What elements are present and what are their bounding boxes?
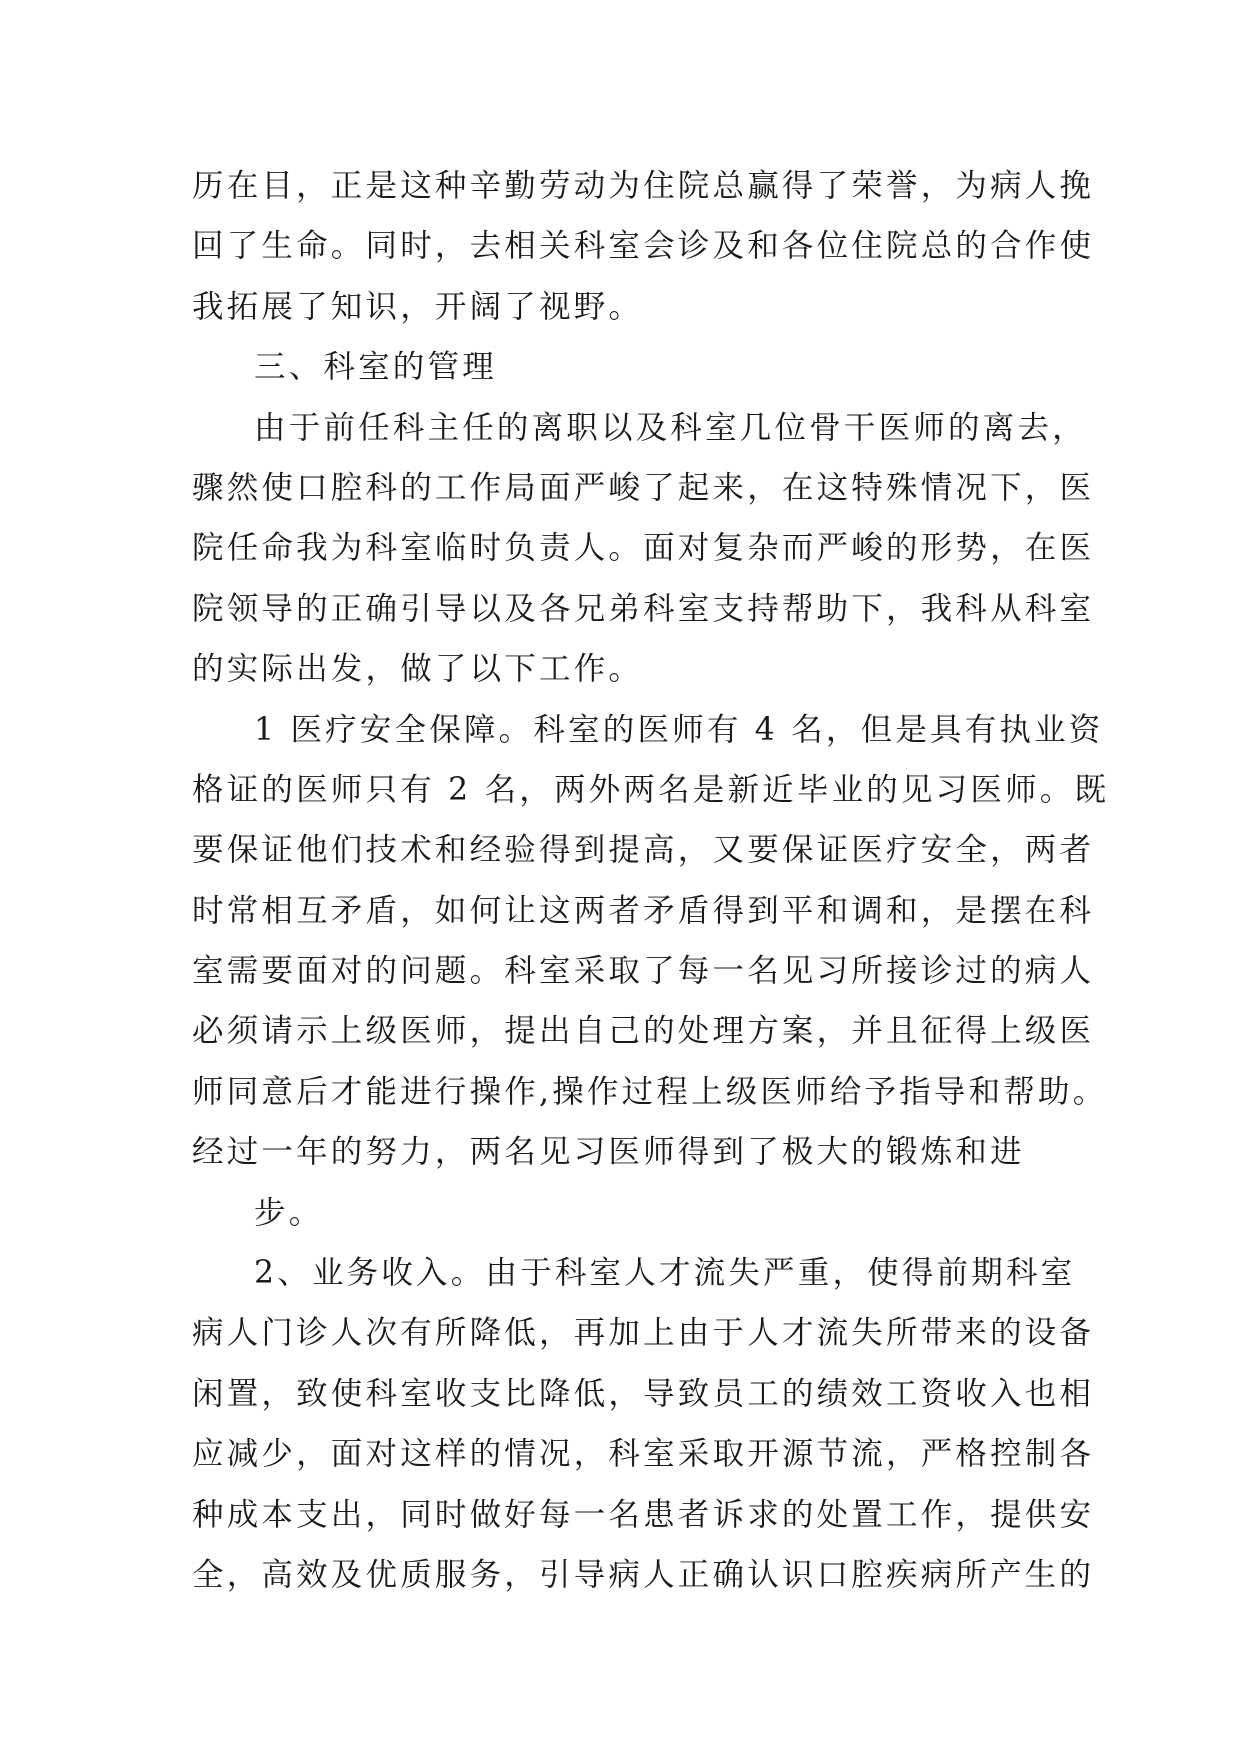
text-line: 由于前任科主任的离职以及科室几位骨干医师的离去， [254, 409, 1087, 446]
text-line: 时常相互矛盾，如何让这两者矛盾得到平和调和，是摆在科 [192, 892, 1095, 929]
text-line: 院任命我为科室临时负责人。面对复杂而严峻的形势，在医 [192, 530, 1095, 567]
text-line: 种成本支出，同时做好每一名患者诉求的处置工作，提供安 [192, 1496, 1095, 1533]
text-line: 病人门诊人次有所降低，再加上由于人才流失所带来的设备 [192, 1315, 1095, 1352]
text-line: 回了生命。同时，去相关科室会诊及和各位住院总的合作使 [192, 228, 1095, 265]
text-line: 院领导的正确引导以及各兄弟科室支持帮助下，我科从科室 [192, 590, 1095, 627]
text-line: 的实际出发，做了以下工作。 [192, 651, 644, 688]
text-line: 历在目，正是这种辛勤劳动为住院总赢得了荣誉，为病人挽 [192, 168, 1095, 204]
text-line: 经过一年的努力，两名见习医师得到了极大的锻炼和进 [192, 1134, 1025, 1171]
text-line: 格证的医师只有 2 名，两外两名是新近毕业的见习医师。既 [192, 771, 1110, 808]
text-line: 步。 [254, 1194, 324, 1231]
text-line: 应减少，面对这样的情况，科室采取开源节流，严格控制各 [192, 1436, 1095, 1473]
document-body [192, 156, 1110, 1605]
text-line: 全，高效及优质服务，引导病人正确认识口腔疾病所产生的 [192, 1556, 1095, 1593]
text-line: 2、业务收入。由于科室人才流失严重，使得前期科室 [254, 1255, 1076, 1292]
text-line: 室需要面对的问题。科室采取了每一名见习所接诊过的病人 [192, 953, 1095, 990]
text-line: 师同意后才能进行操作,操作过程上级医师给予指导和帮助。 [192, 1073, 1108, 1110]
text-line: 1 医疗安全保障。科室的医师有 4 名，但是具有执业资 [254, 711, 1104, 748]
text-line: 骤然使口腔科的工作局面严峻了起来，在这特殊情况下，医 [192, 469, 1095, 506]
text-line: 要保证他们技术和经验得到提高，又要保证医疗安全，两者 [192, 832, 1095, 869]
text-line: 我拓展了知识，开阔了视野。 [192, 288, 644, 325]
text-line: 闲置，致使科室收支比降低，导致员工的绩效工资收入也相 [192, 1375, 1095, 1412]
text-line: 必须请示上级医师，提出自己的处理方案，并且征得上级医 [192, 1013, 1095, 1050]
section-heading: 三、科室的管理 [254, 349, 497, 386]
